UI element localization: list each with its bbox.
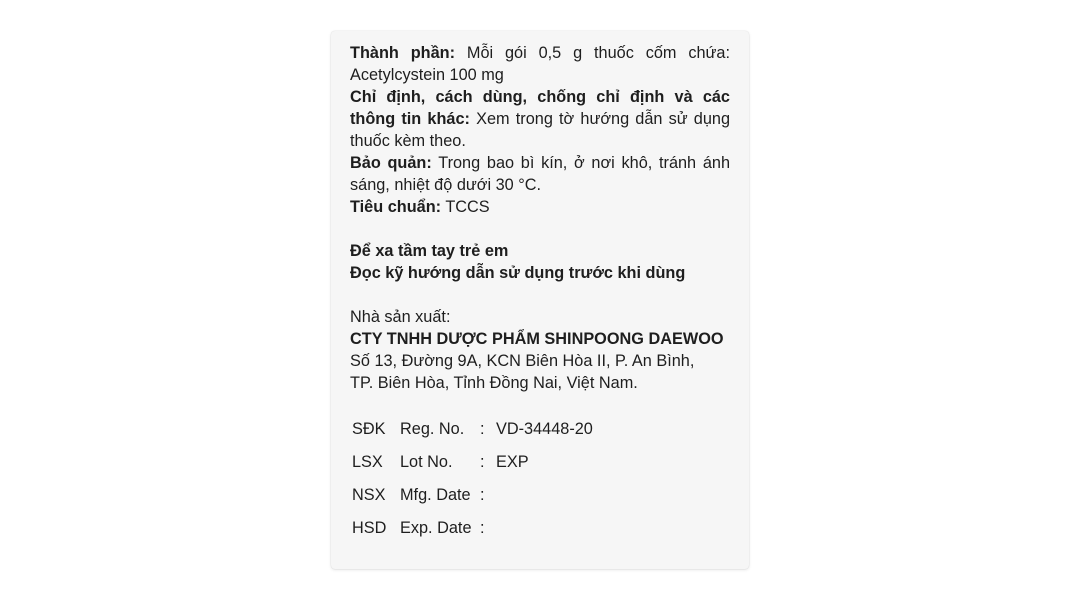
reg-row-mfg-date [350, 484, 730, 517]
lot-separator: : [480, 453, 485, 471]
indications-paragraph [350, 86, 730, 152]
composition-title: Thành phần: [350, 44, 456, 62]
lot-value: EXP [496, 453, 529, 471]
storage-text: Trong bao bì kín, ở nơi khô, tránh ánh sáng, nhiệt độ dưới 30 °C. [350, 154, 730, 194]
lot-en-label: Lot No. [400, 453, 453, 471]
storage-title: Bảo quản: [350, 154, 432, 172]
reg-en-label: Reg. No. [400, 420, 465, 438]
address-line-1: Số 13, Đường 9A, KCN Biên Hòa II, P. An Bình, [350, 352, 695, 370]
exp-vn-label: HSD [352, 519, 387, 537]
mfg-separator: : [480, 486, 485, 504]
standard-text: TCCS [445, 198, 490, 216]
reg-vn-label: SĐK [352, 420, 386, 438]
manufacturer-name [350, 328, 730, 350]
reg-row-registration [350, 418, 730, 451]
composition-text: Mỗi gói 0,5 g thuốc cốm chứa: Acetylcystein 100 mg [350, 44, 730, 84]
warning-read-instructions [350, 262, 730, 284]
address-line-2: TP. Biên Hòa, Tỉnh Đồng Nai, Việt Nam. [350, 374, 638, 392]
reg-row-lot [350, 451, 730, 484]
standard-paragraph [350, 196, 730, 218]
lot-vn-label: LSX [352, 453, 383, 471]
warning-children [350, 240, 730, 262]
indications-title: Chỉ định, cách dùng, chống chỉ định và các thông tin khác: [350, 88, 730, 128]
reg-value: VD-34448-20 [496, 420, 593, 438]
exp-separator: : [480, 519, 485, 537]
storage-paragraph [350, 152, 730, 196]
registration-block [350, 418, 730, 550]
manufacturer-label: Nhà sản xuất: [350, 308, 451, 326]
indications-text: Xem trong tờ hướng dẫn sử dụng thuốc kèm theo. [350, 110, 731, 150]
manufacturer-name-text: CTY TNHH DƯỢC PHẨM SHINPOONG DAEWOO [350, 330, 724, 348]
label-text-block [350, 42, 730, 394]
medicine-label-card [331, 31, 749, 569]
mfg-en-label: Mfg. Date [400, 486, 471, 504]
reg-separator: : [480, 420, 485, 438]
reg-row-exp-date [350, 517, 730, 550]
exp-en-label: Exp. Date [400, 519, 472, 537]
composition-paragraph [350, 42, 730, 86]
standard-title: Tiêu chuẩn: [350, 198, 442, 216]
warning-children-text: Để xa tầm tay trẻ em [350, 242, 509, 260]
warning-read-instructions-text: Đọc kỹ hướng dẫn sử dụng trước khi dùng [350, 264, 686, 282]
mfg-vn-label: NSX [352, 486, 386, 504]
